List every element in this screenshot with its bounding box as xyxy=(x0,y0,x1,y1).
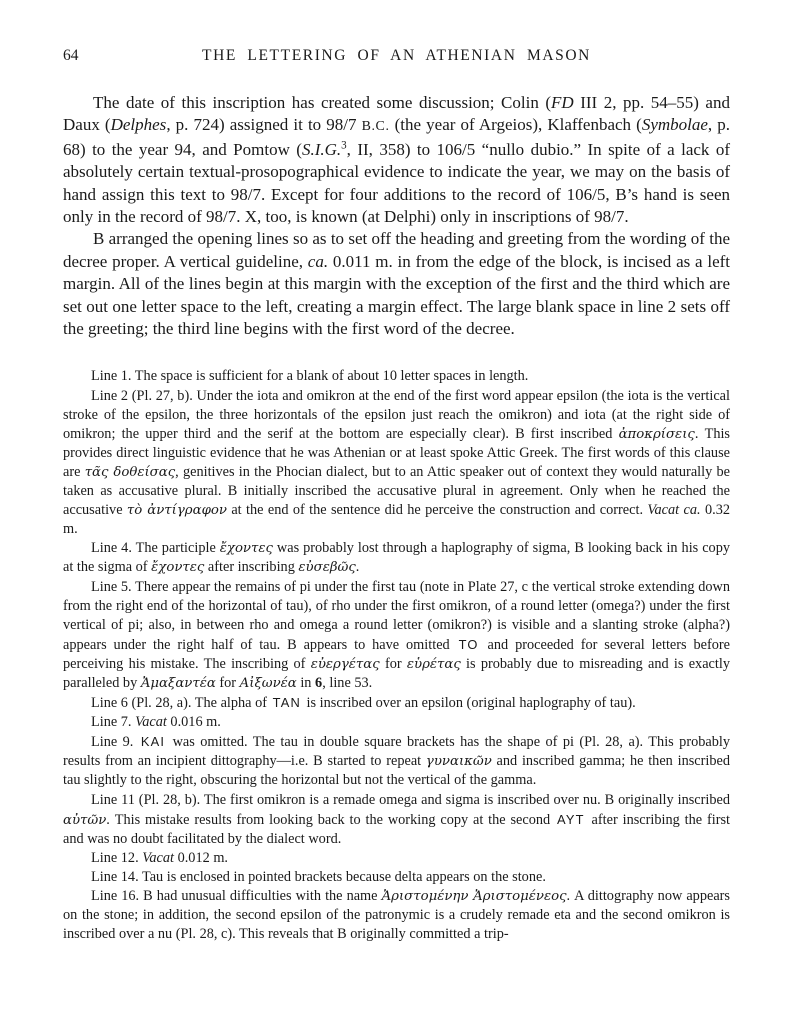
text-run: in xyxy=(296,674,316,691)
text-run: αὐτῶν xyxy=(63,812,107,828)
text-run: , p. 724) assigned it to 98/7 xyxy=(166,115,362,135)
text-run: Vacat xyxy=(135,714,167,731)
text-run: after inscribing the first and was no doubt facilitated by the dialect word. xyxy=(63,811,730,847)
text-run: for xyxy=(215,674,240,691)
text-run: is probably due to misreading and is exactly paralleled by xyxy=(63,655,730,691)
text-run: TO xyxy=(458,636,479,652)
text-run: Line 5. There appear the remains of pi under the first tau (note in Plate 27, c the vertical stroke extending down from the right end of the horizontal of tau), of rho under the first omikron, of a round letter (omega?) under the first vertical of pi; also, in between rho and omega a round letter (omikron?) is visible and a slanting stroke (alpha?) appears under the right half of tau. B appears to have omitted xyxy=(63,578,730,653)
text-run: ἔχοντες xyxy=(219,541,273,557)
note-paragraph xyxy=(63,887,730,944)
text-run: Line 7. xyxy=(91,714,136,731)
text-run: Vacat xyxy=(142,849,174,866)
text-run: Line 11 (Pl. 28, b). The first omikron is a remade omega and sigma is inscribed over nu. B originally inscribed xyxy=(91,791,730,808)
line-notes-section xyxy=(63,367,730,944)
text-run: εὐσεβῶς xyxy=(298,560,356,576)
text-run: Line 16. B had unusual difficulties with the name xyxy=(91,888,382,904)
text-run: Ἀριστομένην Ἀριστομένεος xyxy=(381,889,567,904)
text-run: B arranged the opening lines so as to set off the heading and greeting from the wording of the decree proper. A vertical guideline, xyxy=(63,229,730,271)
note-paragraph xyxy=(63,791,730,849)
note-paragraph xyxy=(63,693,730,713)
text-run: after inscribing xyxy=(204,559,299,576)
note-paragraph xyxy=(63,732,730,790)
text-run: τὸ ἀντίγραφον xyxy=(126,503,227,519)
text-run: . xyxy=(355,559,360,576)
text-run: Line 6 (Pl. 28, a). The alpha of xyxy=(91,695,271,712)
text-run: Symbolae xyxy=(641,115,708,135)
note-paragraph xyxy=(63,539,730,577)
text-run: Αἰξωνέα xyxy=(239,675,297,691)
text-run: Line 1. The space is sufficient for a blank of about 10 letter spaces in length. xyxy=(91,368,529,385)
page-header xyxy=(63,46,730,66)
text-run: III 2, pp. 54–55) and Daux ( xyxy=(63,93,730,135)
text-run: 0.016 m. xyxy=(166,714,221,731)
text-run: was probably lost through a haplography of sigma, B looking back in his copy at the sigma of xyxy=(63,540,730,576)
text-run: was omitted. The tau in double square brackets has the shape of pi (Pl. 28, a). This probably results from an incipient dittography—i.e. B started to repeat xyxy=(63,734,730,770)
text-run: (the year of Argeios), Klaffenbach ( xyxy=(389,115,642,135)
text-run: TAN xyxy=(272,695,301,711)
text-run: and inscribed gamma; he then inscribed tau slightly to the right, obscuring the horizontal but not the vertical of the gamma. xyxy=(63,753,730,789)
text-run: , genitives in the Phocian dialect, but to an Attic speaker out of context they would naturally be taken as accusative plural. B initially inscribed the accusative plural in agreement. Only when he reached the accusative xyxy=(63,463,730,519)
text-run: Line 14. Tau is enclosed in pointed brackets because delta appears on the stone. xyxy=(91,868,546,885)
text-run: 6 xyxy=(315,674,323,691)
text-run: ἀποκρίσεις xyxy=(618,426,695,442)
note-paragraph xyxy=(63,387,730,540)
text-run: Line 2 (Pl. 27, b). Under the iota and omikron at the end of the first word appear epsilon (the iota is the vertical stroke of the epsilon, the three horizontals of the epsilon just reach the omikron) and iota (at the right side of omikron; the upper third and the serif at the bottom are especially clear). B first inscribed xyxy=(63,387,730,442)
text-run: 0.32 m. xyxy=(63,502,730,538)
text-run: FD xyxy=(551,93,574,112)
text-run: , p. 68) to the year 94, and Pomtow ( xyxy=(63,115,731,159)
text-run: . A dittography now appears on the stone; in addition, the second epsilon of the patronymic is a crudely remade eta and the second omikron is inscribed over a nu (Pl. 28, c). This reveals that B originally committed a trip- xyxy=(63,888,730,943)
note-paragraph xyxy=(63,367,730,386)
text-run: . This mistake results from looking back to the working copy at the second xyxy=(106,811,556,828)
body-paragraph xyxy=(63,92,730,228)
text-run: at the end of the sentence did he perceive the construction and correct. xyxy=(226,502,648,519)
text-run: . This provides direct linguistic evidence that he was Athenian or at least spoke Attic Greek. The first words of this clause are xyxy=(63,425,730,480)
text-run: 0.012 m. xyxy=(174,849,229,866)
text-run: ca. xyxy=(307,251,329,271)
text-run: 0.011 m. in from the edge of the block, is incised as a left margin. All of the lines begin at this margin with the exception of the first and the third which are set out one letter space to the left, creating a margin effect. The large blank space in line 2 sets off the greeting; the third line begins with the first word of the decree. xyxy=(63,251,730,339)
text-run: τᾶς δοθείσας xyxy=(84,464,176,480)
text-run: ἔχοντες xyxy=(151,560,205,576)
text-run: εὑρέτας xyxy=(406,656,461,672)
body-paragraph xyxy=(63,228,730,340)
text-run: Line 9. xyxy=(91,734,139,751)
text-run: Ἀμαξαντέα xyxy=(140,675,216,691)
text-run: is inscribed over an epsilon (original haplography of tau). xyxy=(302,695,636,712)
note-paragraph xyxy=(63,868,730,887)
text-run: Line 4. The participle xyxy=(91,540,220,557)
text-run: KAI xyxy=(140,734,166,750)
text-run: The date of this inscription has created some discussion; Colin ( xyxy=(93,93,552,112)
page-number: 64 xyxy=(63,47,79,64)
text-run: Line 12. xyxy=(91,849,143,866)
text-run: for xyxy=(379,655,407,672)
text-run: Delphes xyxy=(110,115,167,135)
note-paragraph xyxy=(63,578,730,694)
text-run: , II, 358) to 106/5 “nullo dubio.” In spite of a lack of absolutely certain textual-prosopographical evidence to indicate the year, we may on the basis of hand assign this text to 98/7. Except for four additions to the record of 106/5, B’s hand is seen only in the record of 98/7. X, too, is known (at Delphi) only in inscriptions of 98/7. xyxy=(63,139,731,227)
note-paragraph xyxy=(63,849,730,868)
note-paragraph xyxy=(63,713,730,732)
text-run: and proceeded for several letters before perceiving his mistake. The inscribing of xyxy=(63,636,730,672)
text-run: Vacat ca. xyxy=(647,502,701,519)
text-run: , line 53. xyxy=(322,674,373,691)
text-run: εὐεργέτας xyxy=(310,656,380,672)
body-text-section xyxy=(63,92,730,340)
text-run: AYT xyxy=(557,811,585,827)
text-run: γυναικῶν xyxy=(425,754,492,770)
running-title: THE LETTERING OF AN ATHENIAN MASON xyxy=(202,47,591,64)
text-run: 3 xyxy=(341,139,347,152)
text-run: S.I.G. xyxy=(301,139,342,159)
text-run: B.C. xyxy=(361,119,390,135)
